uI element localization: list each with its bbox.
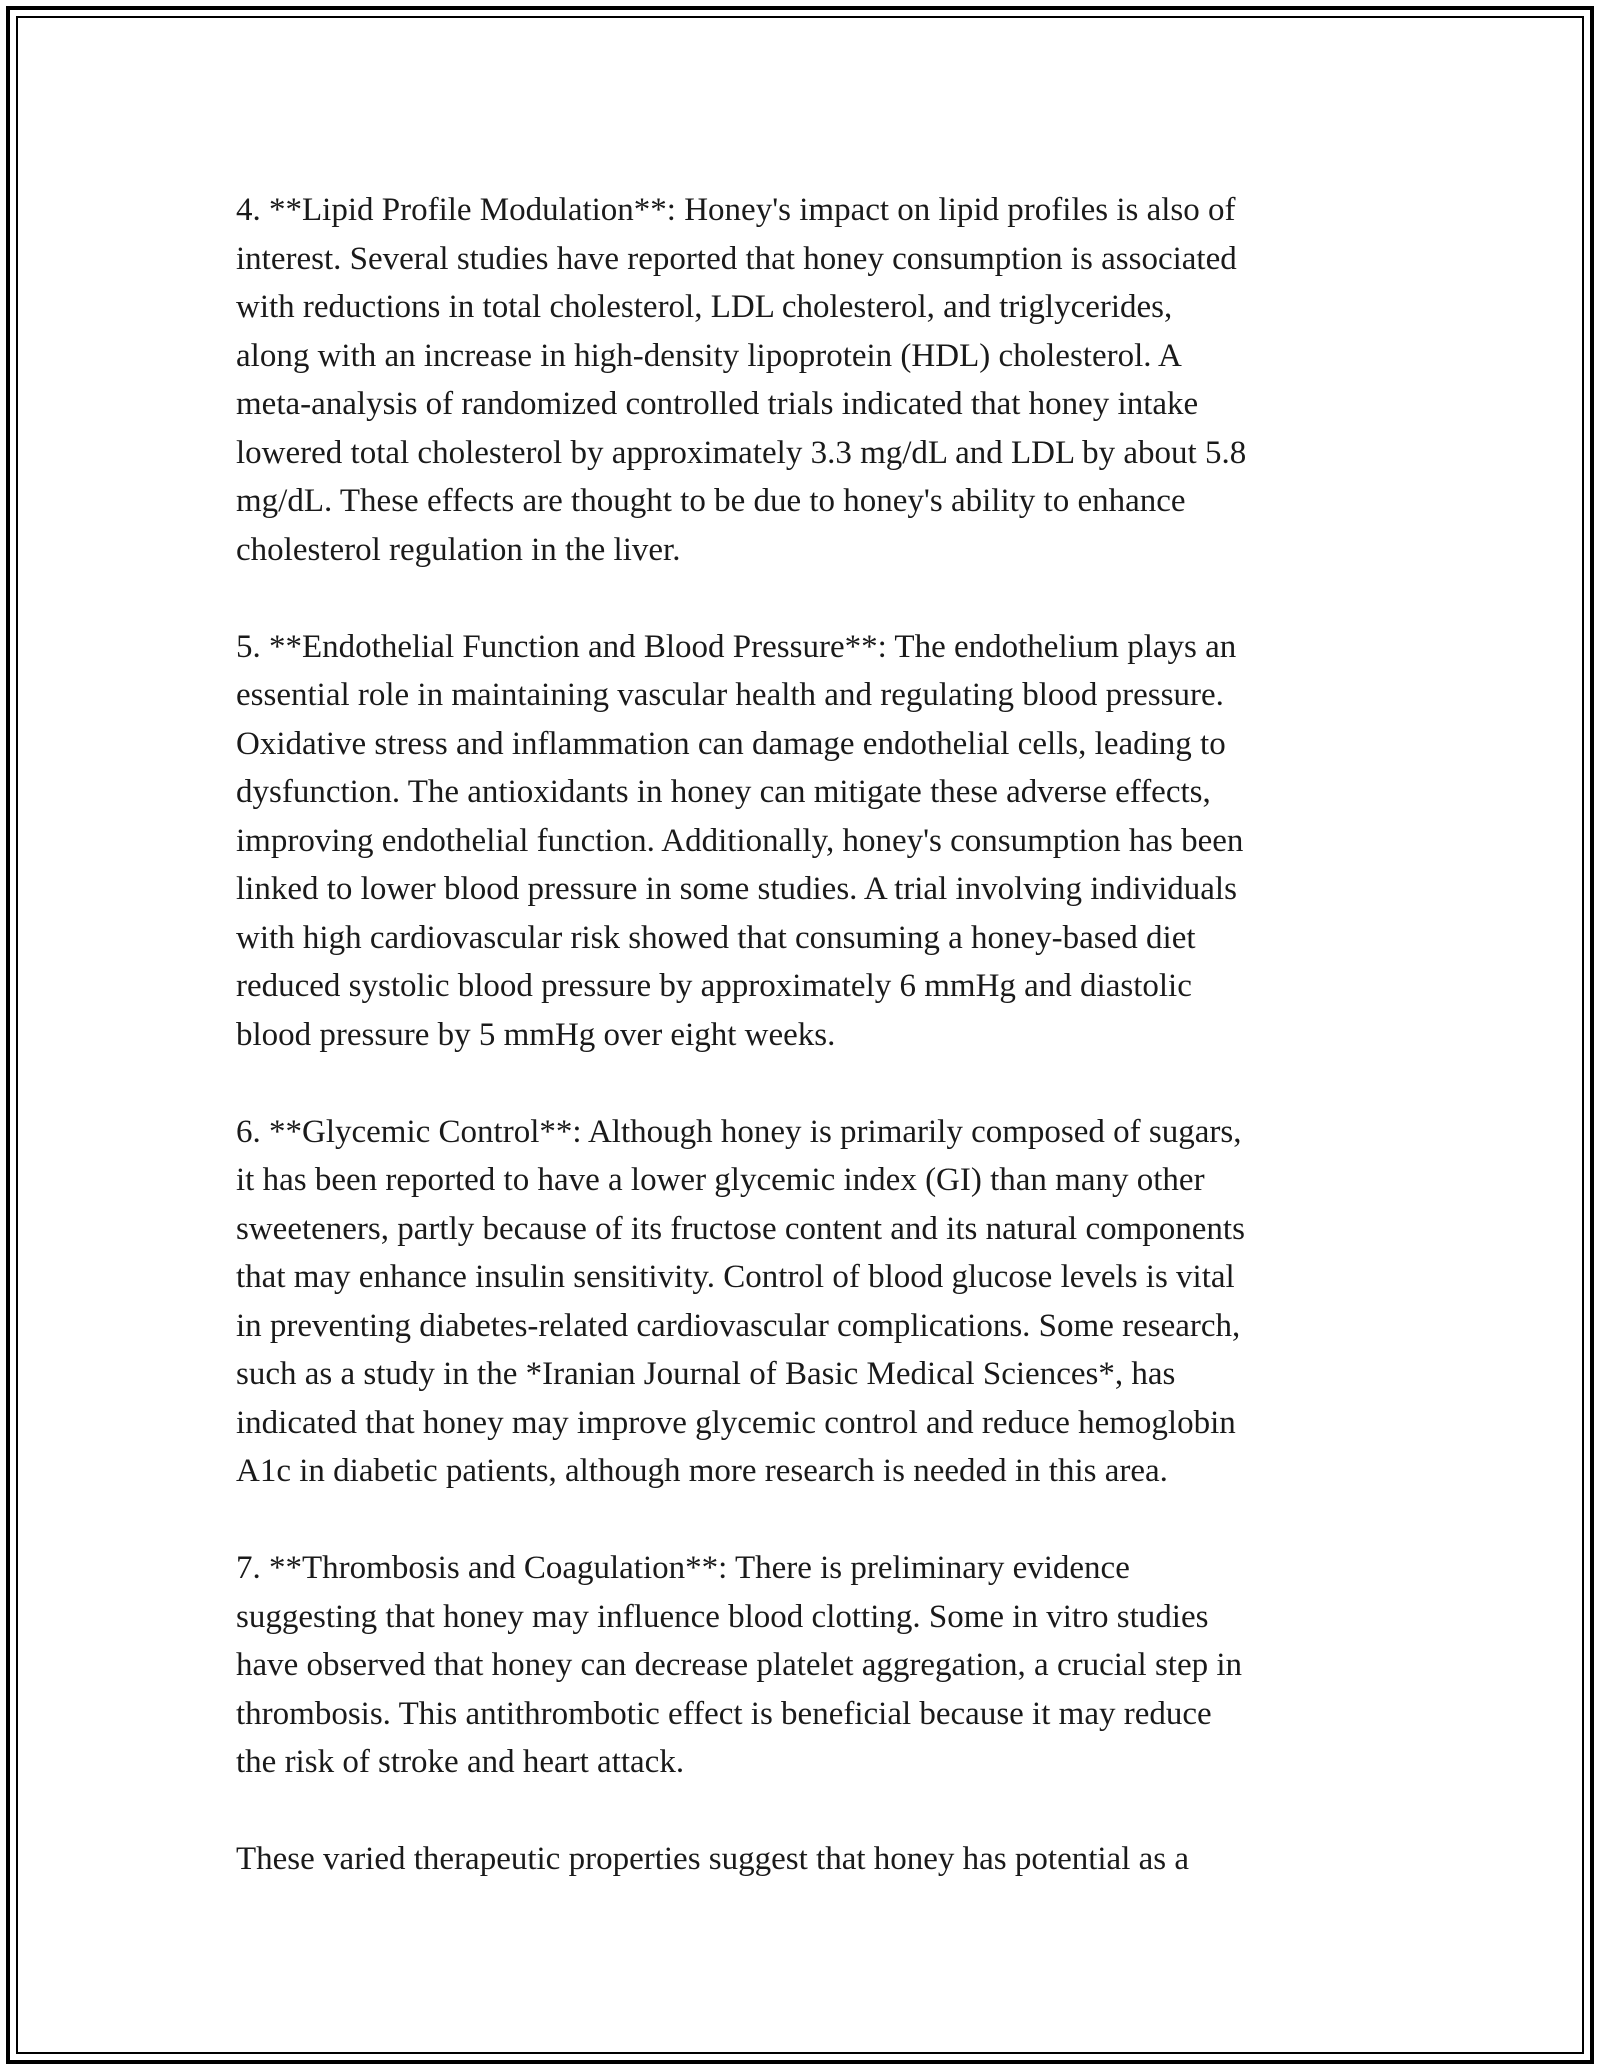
paragraph-conclusion: These varied therapeutic properties suggest that honey has potential as a (236, 1841, 1190, 1877)
paragraph-endothelial-function: 5. **Endothelial Function and Blood Pressure**: The endothelium plays an essential role in maintaining vascular health and regulating blood pressure. Oxidative stress and inflammation can damage endothelial cells, leading to dysfunction. The antioxidants in honey can mitigate these adverse effects, improving endothelial function. Additionally, honey's consumption has been linked to lower blood pressure in some studies. A trial involving individuals with high cardiovascular risk showed that consuming a honey-based diet reduced systolic blood pressure by approximately 6 mmHg and diastolic blood pressure by 5 mmHg over eight weeks. (236, 628, 1244, 1053)
paragraph-glycemic-control: 6. **Glycemic Control**: Although honey is primarily composed of sugars, it has been reported to have a lower glycemic index (GI) than many other sweeteners, partly because of its fructose content and its natural components that may enhance insulin sensitivity. Control of blood glucose levels is vital in preventing diabetes-related cardiovascular complications. Some research, such as a study in the *Iranian Journal of Basic Medical Sciences*, has indicated that honey may improve glycemic control and reduce hemoglobin A1c in diabetic patients, although more research is needed in this area. (236, 1113, 1245, 1489)
document-body (236, 186, 1376, 1932)
paragraph-thrombosis: 7. **Thrombosis and Coagulation**: There is preliminary evidence suggesting that honey may influence blood clotting. Some in vitro studies have observed that honey can decrease platelet aggregation, a crucial step in thrombosis. This antithrombotic effect is beneficial because it may reduce the risk of stroke and heart attack. (236, 1550, 1243, 1780)
paragraph-lipid-profile: 4. **Lipid Profile Modulation**: Honey's impact on lipid profiles is also of interest. Several studies have reported that honey consumption is associated with reductions in total cholesterol, LDL cholesterol, and triglycerides, along with an increase in high-density lipoprotein (HDL) cholesterol. A meta-analysis of randomized controlled trials indicated that honey intake lowered total cholesterol by approximately 3.3 mg/dL and LDL by about 5.8 mg/dL. These effects are thought to be due to honey's ability to enhance cholesterol regulation in the liver. (236, 192, 1247, 568)
